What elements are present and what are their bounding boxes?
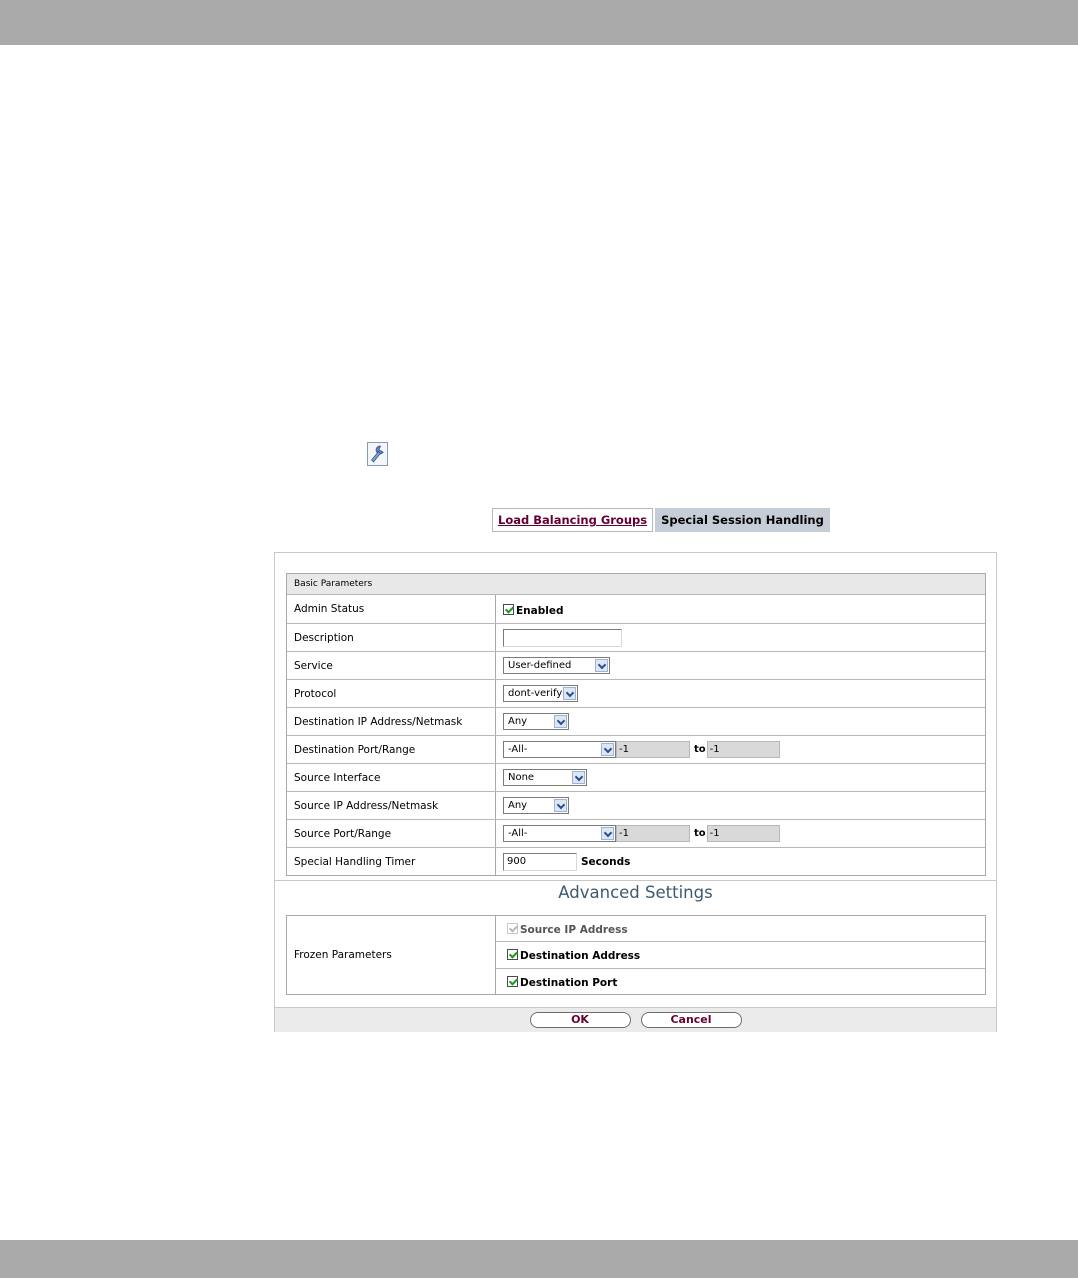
special-handling-timer-label: Special Handling Timer bbox=[287, 848, 496, 875]
settings-panel bbox=[274, 552, 997, 1032]
source-interface-label: Source Interface bbox=[287, 764, 496, 791]
ok-button[interactable]: OK bbox=[530, 1012, 631, 1028]
basic-parameters-header: Basic Parameters bbox=[287, 574, 985, 595]
description-row bbox=[287, 623, 985, 651]
top-bar bbox=[0, 0, 1078, 45]
seconds-unit-label: Seconds bbox=[581, 855, 631, 868]
tab-special-session-handling[interactable]: Special Session Handling bbox=[655, 508, 830, 532]
destination-port-to-label: to bbox=[694, 744, 706, 755]
form-footer bbox=[275, 1007, 996, 1032]
service-label: Service bbox=[287, 652, 496, 679]
source-interface-select[interactable] bbox=[503, 769, 587, 786]
frozen-parameters-label: Frozen Parameters bbox=[287, 916, 496, 994]
description-input[interactable] bbox=[503, 629, 622, 647]
destination-port-select-value: -All- bbox=[508, 744, 528, 755]
source-port-select-value: -All- bbox=[508, 828, 528, 839]
frozen-destination-address-row bbox=[496, 941, 985, 967]
admin-status-label: Admin Status bbox=[287, 595, 496, 623]
admin-status-enabled-label: Enabled bbox=[516, 604, 564, 617]
source-ip-select[interactable] bbox=[503, 797, 569, 814]
advanced-settings-title: Advanced Settings bbox=[558, 883, 713, 902]
source-ip-select-value: Any bbox=[508, 800, 528, 811]
cancel-button[interactable]: Cancel bbox=[641, 1012, 742, 1028]
frozen-source-ip-row bbox=[496, 916, 985, 941]
source-port-row bbox=[287, 819, 985, 847]
source-ip-row bbox=[287, 791, 985, 819]
frozen-source-ip-label: Source IP Address bbox=[520, 924, 628, 937]
frozen-destination-port-label: Destination Port bbox=[520, 976, 618, 989]
wrench-icon[interactable] bbox=[367, 442, 388, 466]
special-handling-timer-row bbox=[287, 847, 985, 875]
tab-bar bbox=[492, 508, 830, 532]
frozen-destination-port-checkbox[interactable] bbox=[507, 976, 518, 987]
chevron-down-icon bbox=[554, 715, 567, 728]
frozen-destination-address-label: Destination Address bbox=[520, 950, 641, 963]
destination-ip-label: Destination IP Address/Netmask bbox=[287, 708, 496, 735]
basic-parameters-section bbox=[286, 573, 986, 876]
frozen-source-ip-checkbox bbox=[507, 923, 518, 934]
source-port-to-input[interactable]: -1 bbox=[707, 825, 780, 842]
destination-ip-row bbox=[287, 707, 985, 735]
frozen-destination-port-row bbox=[496, 968, 985, 994]
protocol-row bbox=[287, 679, 985, 707]
source-port-from-input[interactable]: -1 bbox=[616, 825, 690, 842]
source-interface-row bbox=[287, 763, 985, 791]
bottom-bar bbox=[0, 1240, 1078, 1278]
chevron-down-icon bbox=[554, 799, 567, 812]
source-ip-label: Source IP Address/Netmask bbox=[287, 792, 496, 819]
destination-port-from-input[interactable]: -1 bbox=[616, 741, 690, 758]
destination-port-label: Destination Port/Range bbox=[287, 736, 496, 763]
protocol-select-value: dont-verify bbox=[508, 688, 563, 699]
frozen-destination-address-checkbox[interactable] bbox=[507, 949, 518, 960]
chevron-down-icon bbox=[601, 743, 614, 756]
chevron-down-icon bbox=[563, 687, 576, 700]
chevron-down-icon bbox=[572, 771, 585, 784]
destination-ip-select-value: Any bbox=[508, 716, 528, 727]
source-port-to-label: to bbox=[694, 828, 706, 839]
service-row bbox=[287, 651, 985, 679]
source-port-label: Source Port/Range bbox=[287, 820, 496, 847]
source-port-select[interactable] bbox=[503, 825, 616, 842]
service-select[interactable] bbox=[503, 657, 610, 674]
destination-port-to-input[interactable]: -1 bbox=[707, 741, 780, 758]
advanced-divider bbox=[275, 880, 996, 881]
protocol-select[interactable] bbox=[503, 685, 578, 702]
tab-load-balancing-groups[interactable]: Load Balancing Groups bbox=[492, 508, 653, 532]
destination-ip-select[interactable] bbox=[503, 713, 569, 730]
protocol-label: Protocol bbox=[287, 680, 496, 707]
destination-port-row bbox=[287, 735, 985, 763]
description-label: Description bbox=[287, 624, 496, 651]
chevron-down-icon bbox=[601, 827, 614, 840]
source-interface-select-value: None bbox=[508, 772, 535, 783]
service-select-value: User-defined bbox=[508, 660, 572, 671]
frozen-parameters-section bbox=[286, 915, 986, 995]
special-handling-timer-input[interactable]: 900 bbox=[503, 853, 577, 871]
destination-port-select[interactable] bbox=[503, 741, 616, 758]
admin-status-row bbox=[287, 595, 985, 623]
chevron-down-icon bbox=[595, 659, 608, 672]
admin-status-checkbox[interactable] bbox=[503, 604, 514, 615]
